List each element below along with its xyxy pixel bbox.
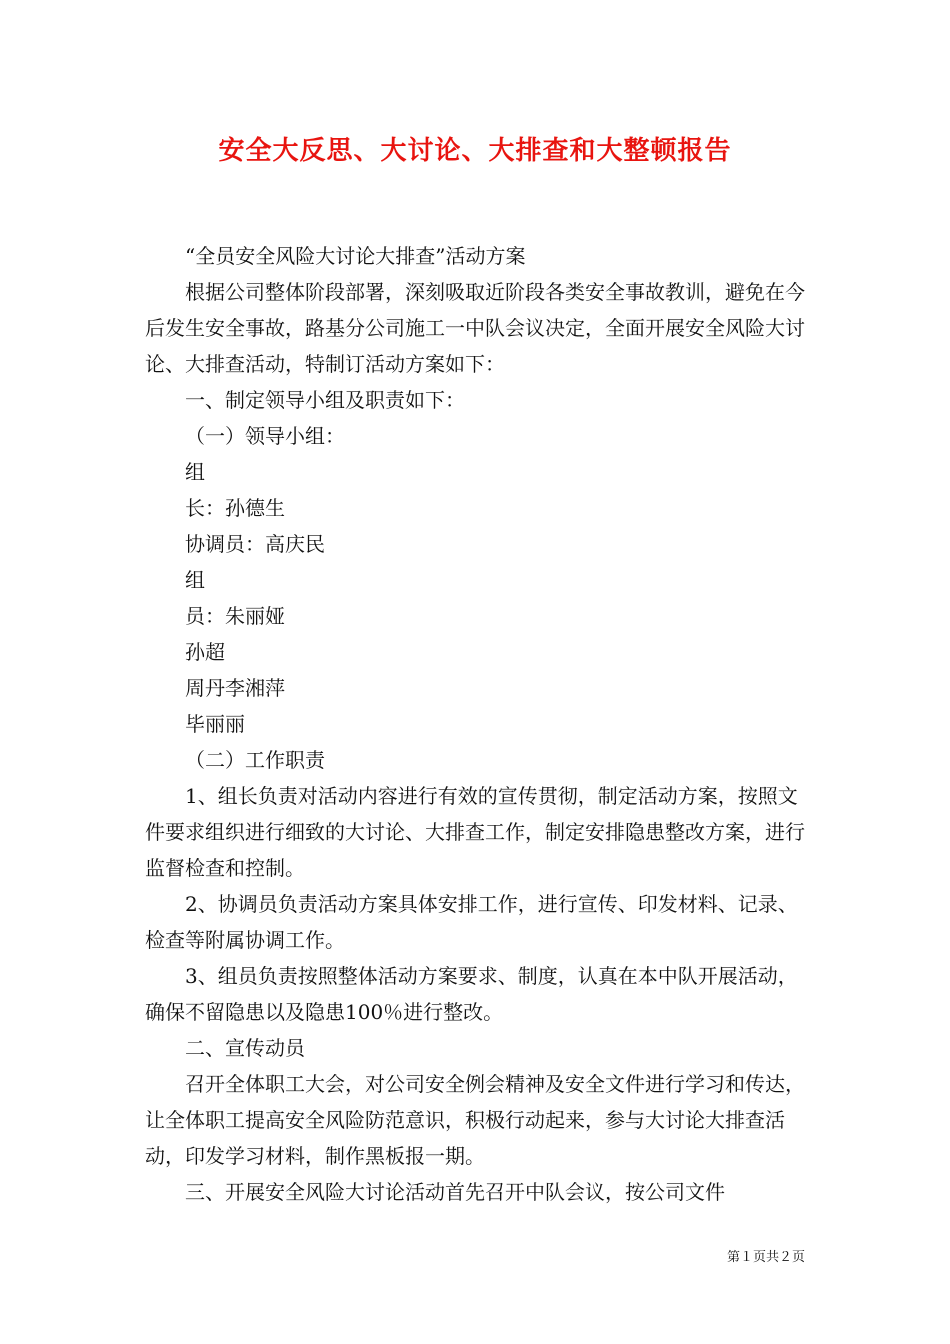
paragraph: 根据公司整体阶段部署，深刻吸取近阶段各类安全事故教训，避免在今后发生安全事故，路基分公司施工一中队会议决定，全面开展安全风险大讨论、大排查活动，特制订活动方案如下： (145, 280, 805, 376)
paragraph: 长：孙德生 (185, 496, 285, 520)
paragraph: “全员安全风险大讨论大排查”活动方案 (185, 244, 526, 268)
document-body (145, 238, 810, 1210)
paragraph: 1、组长负责对活动内容进行有效的宣传贯彻，制定活动方案，按照文件要求组织进行细致的大讨论、大排查工作，制定安排隐患整改方案，进行监督检查和控制。 (145, 784, 805, 880)
paragraph: 组 (185, 460, 205, 484)
paragraph: 召开全体职工大会，对公司安全例会精神及安全文件进行学习和传达，让全体职工提高安全风险防范意识，积极行动起来，参与大讨论大排查活动，印发学习材料，制作黑板报一期。 (145, 1072, 805, 1168)
paragraph: 孙超 (185, 640, 225, 664)
paragraph: 协调员：高庆民 (185, 532, 325, 556)
paragraph: 2、协调员负责活动方案具体安排工作，进行宣传、印发材料、记录、检查等附属协调工作。 (145, 892, 798, 952)
paragraph: （一）领导小组： (185, 424, 345, 448)
paragraph: 周丹李湘萍 (185, 676, 285, 700)
paragraph: 毕丽丽 (185, 712, 245, 736)
page-footer: 第１页共２页 (726, 1250, 805, 1265)
paragraph: （二）工作职责 (185, 748, 325, 772)
paragraph: 三、开展安全风险大讨论活动首先召开中队会议，按公司文件 (185, 1180, 725, 1204)
paragraph: 二、宣传动员 (185, 1036, 305, 1060)
paragraph: 组 (185, 568, 205, 592)
document-title: 安全大反思、大讨论、大排查和大整顿报告 (218, 136, 732, 166)
paragraph: 3、组员负责按照整体活动方案要求、制度，认真在本中队开展活动，确保不留隐患以及隐患100％进行整改。 (145, 964, 798, 1024)
paragraph: 一、制定领导小组及职责如下： (185, 388, 465, 412)
paragraph: 员：朱丽娅 (185, 604, 285, 628)
